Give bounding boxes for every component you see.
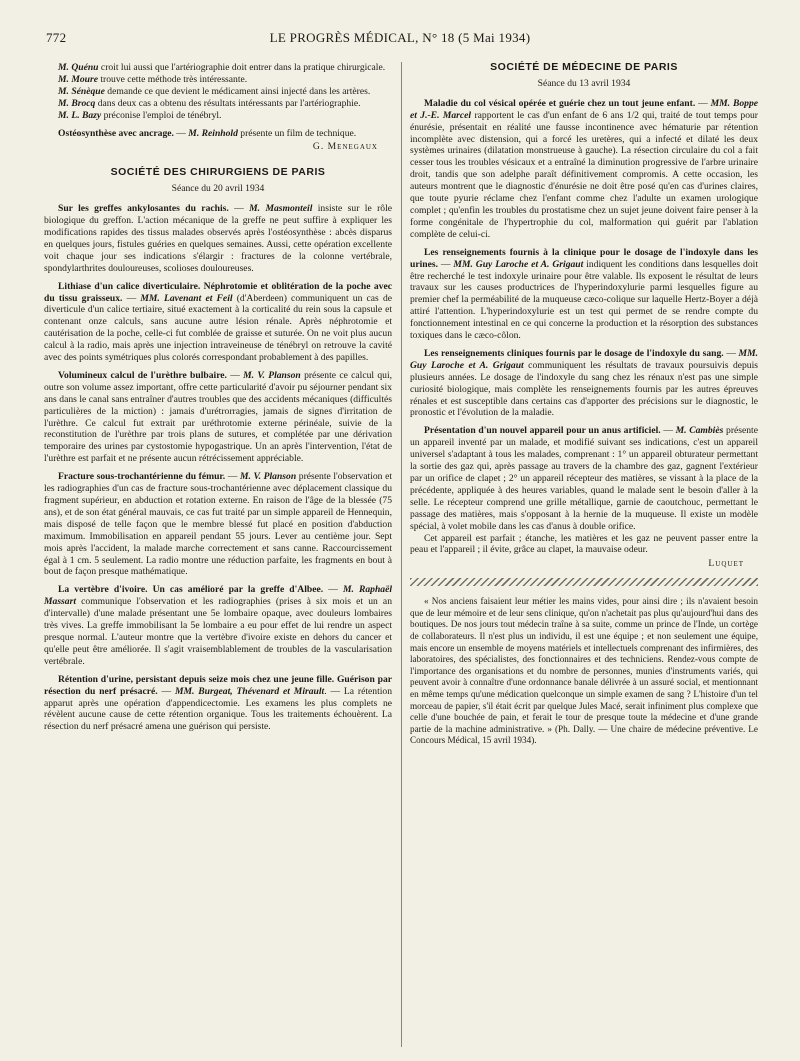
author-name: M. Cambiès [675, 425, 724, 437]
author-name: M. Masmonteil [249, 203, 313, 215]
column-divider [401, 62, 402, 1047]
intro-paragraph [44, 98, 392, 110]
author-name: MM. Boppe et J.-E. Marcel [410, 97, 758, 121]
dash: — [660, 425, 676, 437]
paragraph-text: (d'Aberdeen) communiquent un cas de diverticule d'un calice tertiaire, situé exactement à la corticalité du rein sous la capsule et contenant onze calculs, sans aucune autre lésion rénale. Après néphrotomie et cautérisation de la poche, celle-ci fut comblée de graisse et suturée. On ne voit plus aucun calcul à la radio, mais après une injection intraveineuse de ténébryl on retrouve la cavité avec des points symétriques plus colorés correspondant probablement à des papilles. [44, 292, 393, 364]
paragraph-text: présente un film de technique. [237, 127, 357, 139]
author-name: MM. Guy Laroche et A. Grigaut [410, 347, 759, 371]
author-name: M. V. Planson [239, 471, 297, 483]
paragraph-text: dans deux cas a obtenu des résultats intéressants par l'artériographie. [95, 97, 361, 109]
dash: — [723, 347, 739, 359]
author-name: M. Quénu [58, 62, 99, 73]
intro-paragraph [44, 74, 392, 86]
page-number: 772 [46, 30, 67, 45]
article-paragraph [410, 98, 758, 241]
paragraph-text: insiste sur le rôle biologique du greffon. L'action mécanique de la greffe ne peut suffire à expliquer les modifications rapides des tissus malades observés après l'ostéosynthèse : abcès disparus en quelques jours, fistules guéries en quelques semaines. Aussi, cette opération excellente voit chaque jour ses indications s'élargir : fractures de la colonne vertébrale, spondylarthrites douloureuses, scolioses douloureuses. [44, 203, 392, 274]
paragraph-text: demande ce que devient le médicament ainsi injecté dans les artères. [104, 85, 371, 97]
author-name: M. Sénèque [58, 85, 105, 97]
author-name: MM. Guy Laroche et A. Grigaut [453, 258, 584, 270]
article-paragraph [410, 425, 758, 532]
intro-block [44, 62, 392, 122]
item-lead: Fracture sous-trochantérienne du fémur. [58, 471, 226, 483]
dash: — [323, 584, 343, 596]
dash: — [122, 292, 141, 304]
item-lead: Les renseignements cliniques fournis par le dosage de l'indoxyle du sang. [424, 347, 724, 359]
dash: — [157, 685, 175, 697]
paragraph-text: . — La rétention apparut après une opération d'appendicectomie. Les examens les plus complets ne révèlent aucune cause de cette rétention organique. Tous les traitements échouèrent. La résection du nerf présacré amena une guérison qui persiste. [44, 685, 393, 733]
left-column [44, 62, 392, 733]
paragraph-text: communiquent les résultats de travaux poursuivis depuis plusieurs années. Le dosage de l'indoxyle du sang chez les rénaux n'est pas une simple curiosité biologique, mais complète les renseignements fournis par les autres épreuves rénales et est susceptible dans certains cas d'apporter des précisions sur le diagnostic, le pronostic et l'évolution de la maladie. [410, 359, 758, 419]
seance-date: Séance du 13 avril 1934 [537, 77, 631, 89]
item-lead: Maladie du col vésical opérée et guérie chez un tout jeune enfant. [424, 97, 696, 109]
intro-paragraph [44, 110, 392, 122]
author-name: M. V. Planson [243, 369, 301, 381]
signature-menegaux: G. Menegaux [312, 141, 378, 153]
osteosynthese-item [44, 128, 392, 140]
item-lead: La vertèbre d'ivoire. Un cas amélioré par la greffe d'Albee. [58, 584, 324, 596]
item-lead: Sur les greffes ankylosantes du rachis. [58, 203, 229, 215]
dash: — [695, 97, 711, 109]
section-title-chirurgiens: SOCIÉTÉ DES CHIRURGIENS DE PARIS [110, 166, 326, 179]
author-name: M. L. Bazy [58, 109, 102, 121]
dash: — [225, 471, 240, 483]
dash: — [228, 203, 250, 215]
paragraph-text: présente un appareil inventé par un malade, et modifié suivant ses indications, c'est un appareil universel s'adaptant à tous les malades, comprenant : 1° un appareil obturateur permettant la sortie des gaz qui, après passage au travers de la chambre des gaz, gagnent l'extérieur par un orifice de clapet ; 2° un appareil récepteur des matières, se vissant à la place de la précédente, appliquée à des heures variables, quand le malade sent le besoin d'aller à la selle. Le récepteur comprend une grille métallique, garnie de caoutchouc, permettant le passage des matières, mais s'opposant à la hernie de la muqueuse. Il existe un modèle spécial, à volet mobile dans les cas d'anus à double orifice. [410, 425, 758, 532]
paragraph-text: croit lui aussi que l'artériographie doit entrer dans la pratique chirurgicale. [98, 62, 386, 73]
intro-paragraph [44, 62, 392, 74]
item-lead: Présentation d'un nouvel appareil pour un anus artificiel. [424, 425, 661, 437]
article-paragraph [44, 281, 392, 364]
article-paragraph [44, 674, 392, 734]
paragraph-text: présente ce calcul qui, outre son volume assez important, offre cette particularité d'avoir pu séjourner pendant six ans dans le canal sans entraîner d'autres troubles que des accidents mécaniques (difficultés particulières de la miction) : jamais d'urétrorragies, jamais de signes d'irritation de l'urèthre. Ce calcul fut extrait par uréthrotomie externe périnéale, suivie de la reconstitution de l'urèthre par trois plans de sutures, et complétée par une dérivation temporaire des urines par cystostomie hypogastrique. Un an après l'intervention, l'état de l'urèthre est parfait et ne présente aucun rétrécissement appréciable. [44, 369, 393, 465]
paragraph-text: communique l'observation et les radiographies (prises à six mois et un an d'intervalle) d'une malade présentant une 5e lombaire opaque, avec douleurs lombaires très vives. La greffe immobilisant la 5e lombaire a eu pour effet de lui rendre un aspect presque normal. L'auteur montre que la vertèbre d'ivoire existe en dehors du cancer et qu'elle peut être améliorée. Il s'agit vraisemblablement de troubles de la vascularisation vertébrale. [44, 596, 392, 667]
author-name: M. Brocq [58, 97, 96, 109]
article-paragraph [410, 247, 758, 342]
closing-paragraph: Cet appareil est parfait ; étanche, les matières et les gaz ne peuvent passer entre la peau et l'appareil ; il évite, grâce au clapet, la mauvaise odeur. [410, 532, 758, 556]
dash: — [438, 258, 454, 270]
author-name: M. Raphaël Massart [44, 584, 393, 608]
dash: — [226, 369, 244, 381]
item-lead: Lithiase d'un calice diverticulaire. Néphrotomie et oblitération de la poche avec du tissu graisseux. [44, 280, 392, 304]
article-paragraph [410, 348, 758, 419]
decorative-rule [410, 578, 758, 586]
article-paragraph [44, 203, 392, 274]
quote-paragraph: « Nos anciens faisaient leur métier les mains vides, pour ainsi dire ; ils n'avaient besoin que de leur mémoire et de leur sens clinique, qu'on n'achetait pas plus qu'aujourd'hui dans des boutiques. De nos jours tout médecin traîne à sa suite, comme un prince de l'Inde, un cortège de collaborateurs. Il n'est plus un individu, il est une équipe ; et non seulement une équipe, mais encore un ensemble de moyens matériels et intellectuels comprenant des infirmières, des laboratoires, des spécialistes, des fonctionnaires et des techniciens. Rendez-vous compte de l'importance des organisations et du nombre de personnes, munies d'instruments variés, qui peuvent avoir à connaître d'une ordonnance banale délivrée à un assuré social, et mentionnant en même temps qu'une médication quelconque un simple examen de sang ? L'histoire d'un tel morceau de papier, s'il était écrit par quelque Jules Macé, serait infiniment plus complexe que celle d'une bouchée de pain, et ferait le tour de presque toute la médecine et d'une grande partie de la machine administrative. » (Ph. Dally. — Une chaire de médecine préventive. Le Concours Médical, 15 avril 1934). [410, 596, 758, 746]
item-lead: Rétention d'urine, persistant depuis seize mois chez une jeune fille. Guérison par résection du nerf présacré. [44, 673, 392, 697]
paragraph-text: présente l'observation et les radiographies d'un cas de fracture sous-trochantérienne avec déplacement classique du fragment supérieur, en abduction et rotation externe. En raison de l'âge de la blessée (75 ans), et de son état général mauvais, ce cas fut traité par un simple appareil de Hennequin, mais disposé de telle façon que le membre blessé fut placé en position d'abduction maximum. Immobilisation en appareil pendant 55 jours. Lever au centième jour. Sept mois après l'accident, la malade marche correctement et sans canne. Raccourcissement égal à 1 cm. 5 seulement. La radio montre une réduction parfaite, les fragments en bout à bout de façon presque mathématique. [44, 471, 392, 578]
article-paragraph [44, 471, 392, 578]
item-lead: Les renseignements fournis à la clinique pour le dosage de l'indoxyle dans les urines. [410, 246, 758, 270]
paragraph-text: rapportent le cas d'un enfant de 6 ans 1/2 qui, traité de tout temps pour énurésie, présentait en réalité une fausse incontinence avec hématurie par rétention incomplète avec distension, qui a forcé les uretères, qui a infecté et dilaté les deux systèmes urinaires (dilatation monstrueuse à gauche). La résection circulaire du col a fait cesser tous les troubles vésicaux et a entraîné la diminution progressive de l'arbre urinaire droit, tandis que son adelphe paraît définitivement compromis. A cette occasion, les auteurs montrent que le diagnostic d'énurésie ne doit être posé qu'en cas d'urines claires, que toute pyurie réclame chez l'enfant comme chez l'adulte un examen urologique complet ; qu'enfin les troubles du prostatisme chez un sujet jeune doivent faire penser à la forme congénitale de l'hypertrophie du col, malformation qui guérit par l'ablation complète de celui-ci. [410, 109, 758, 240]
dash: — [173, 127, 189, 139]
item-lead: Ostéosynthèse avec ancrage. [58, 127, 174, 139]
paragraph-text: trouve cette méthode très intéressante. [97, 73, 248, 85]
section-title-medecine: SOCIÉTÉ DE MÉDECINE DE PARIS [490, 61, 678, 73]
page-header [42, 30, 758, 50]
running-head: LE PROGRÈS MÉDICAL, N° 18 (5 Mai 1934) [269, 30, 531, 45]
author-name: M. Moure [58, 73, 98, 85]
article-paragraph [44, 370, 392, 465]
right-column [410, 62, 758, 747]
author-name: MM. Burgeat, Thévenard et Mirault [174, 685, 325, 697]
intro-paragraph [44, 86, 392, 98]
seance-date: Séance du 20 avril 1934 [171, 183, 265, 195]
author-name: MM. Lavenant et Feil [140, 292, 233, 304]
signature-luquet: Luquet [708, 558, 744, 570]
author-name: M. Reinhold [188, 127, 238, 139]
paragraph-text: indiquent les conditions dans lesquelles doit être recherché le test indoxyle urinaire pour être valable. Ils exposent le résultat de leurs travaux sur les causes productrices de l'hyperindoxylurie parmi lesquelles figure au premier chef la perméabilité de la muqueuse cæco-colique sur laquelle Hertz-Boyer a déjà attiré l'attention. L'hyperindoxylurie est un test qui permet de se rendre compte du fonctionnement intestinal en ce qui concerne la production et la résorption des substances toxiques dans le cæco-côlon. [410, 258, 758, 342]
article-paragraph [44, 584, 392, 667]
paragraph-text: préconise l'emploi de ténébryl. [101, 109, 222, 121]
item-lead: Volumineux calcul de l'urèthre bulbaire. [58, 369, 227, 381]
